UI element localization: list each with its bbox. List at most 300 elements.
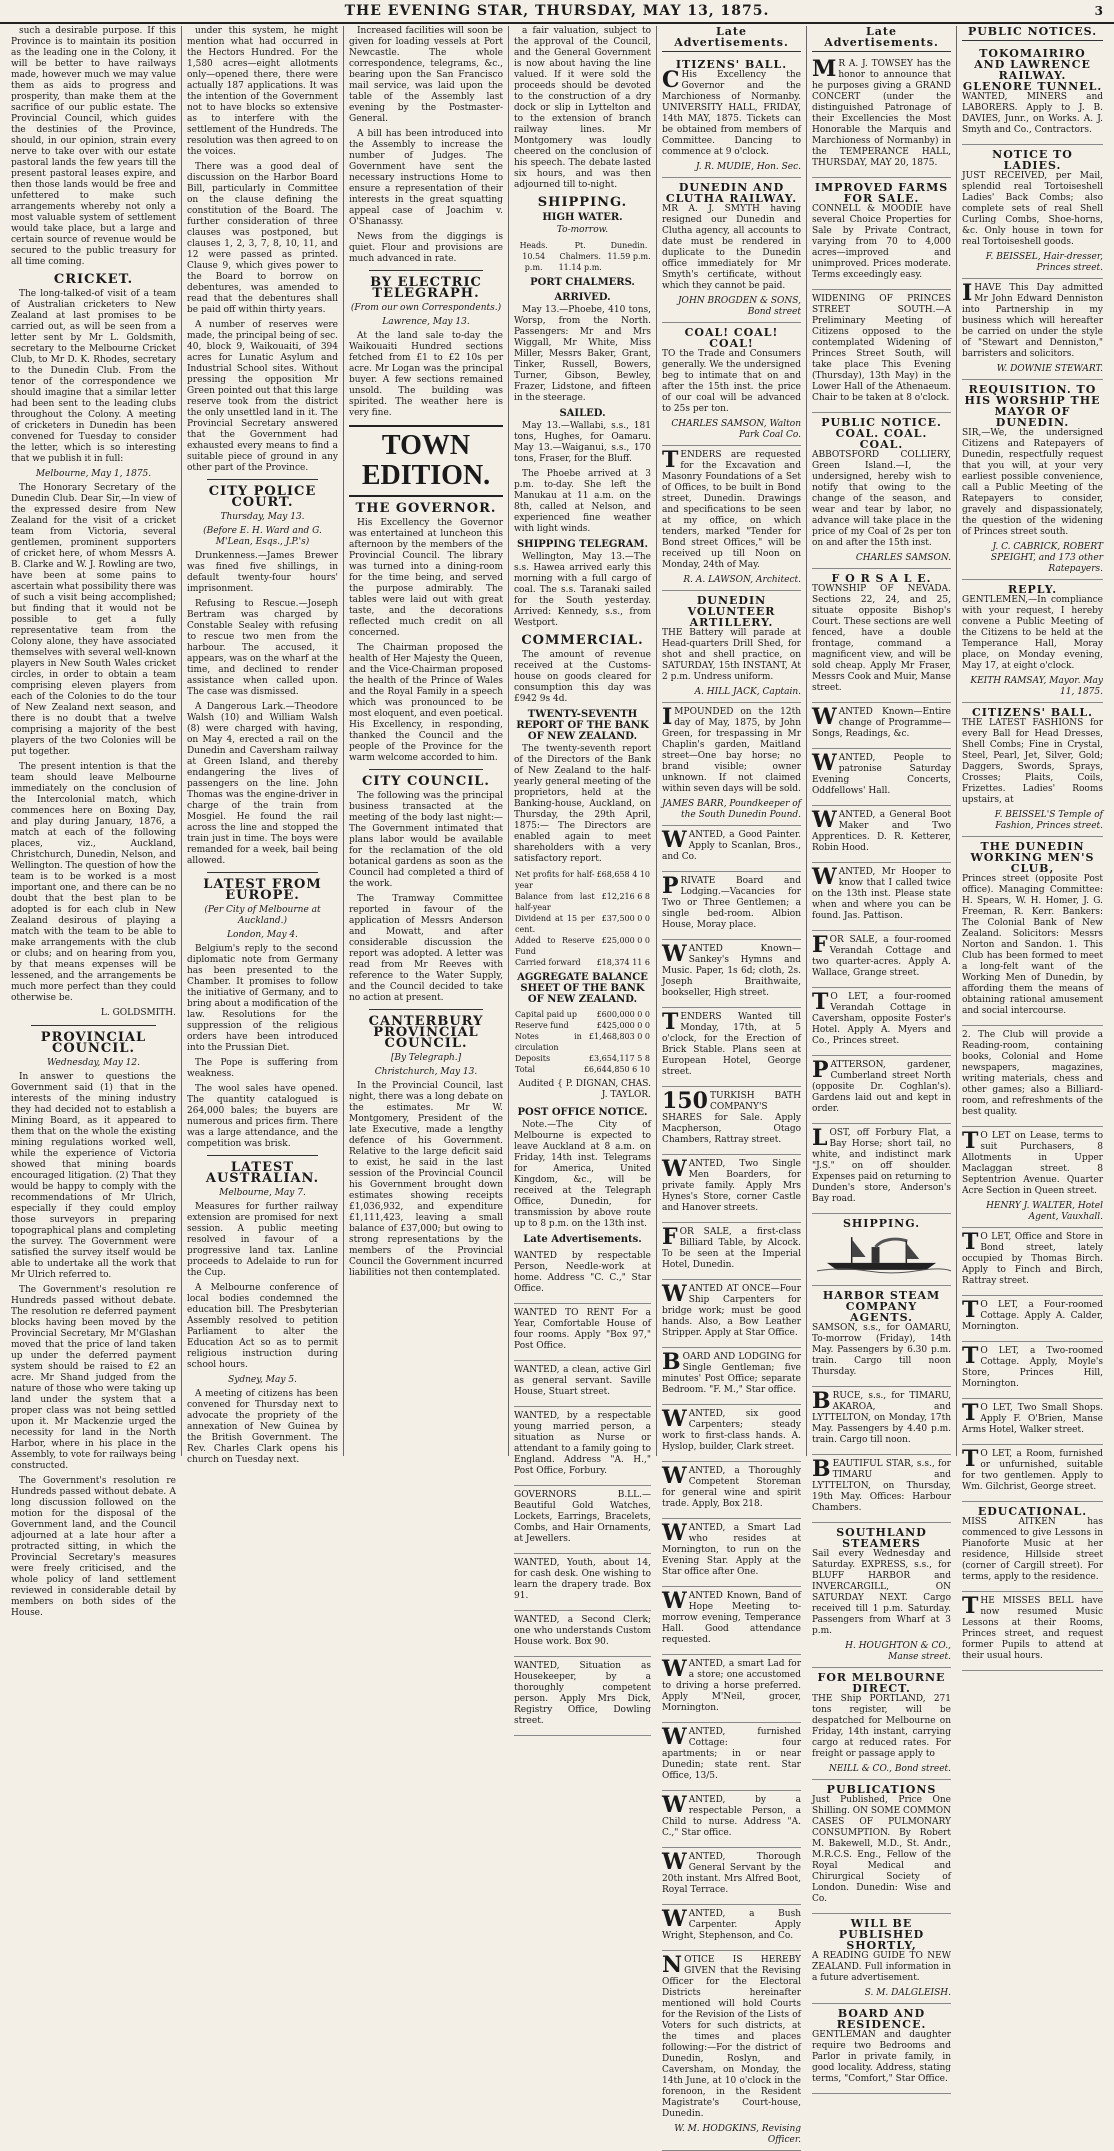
ad-body: TO the Trade and Consumers generally. We the undersigned beg to intimate that on and after the 15th inst. the price of our coal will be advanced to 25s per ton. xyxy=(662,349,801,414)
drop-cap: M xyxy=(812,56,837,82)
ad-body: WANTED, a Second Clerk; one who understands Custom House work. Box 90. xyxy=(514,1615,651,1647)
late-ads-heading: Late Advertisements. xyxy=(523,1234,642,1245)
classified-ad xyxy=(662,1087,801,1155)
classified-ad xyxy=(662,1791,801,1848)
drop-cap: W xyxy=(662,1406,687,1432)
divider xyxy=(369,1009,483,1010)
article-paragraph: At the land sale to-day the Waikouaiti Hundred sections fetched from £1 to £2 10s per acre. Mr Logan was the principal buyer. A few sections remained unsold. The building was spirited. The weather here is very fine. xyxy=(349,331,503,418)
table-row xyxy=(514,1020,651,1031)
drop-cap: W xyxy=(662,941,687,967)
ad-body: WANTED, a Bush Carpenter. Apply Wright, Stephenson, and Co. xyxy=(662,1906,801,1941)
ad-signature: S. M. DALGLEISH. xyxy=(864,1988,951,1998)
row-label: Dividend at 15 per cent. xyxy=(515,914,595,934)
bench: (Before E. H. Ward and G. M'Lean, Esqs., J.P.'s) xyxy=(203,526,322,547)
port-label: PORT CHALMERS. xyxy=(530,277,635,288)
ad-body: SAMSON, s.s., for OAMARU, To-morrow (Friday), 14th May. Passengers by 6.30 p.m. train. Cargo till noon Thursday. xyxy=(812,1323,951,1377)
classified-ad xyxy=(662,1223,801,1280)
classified-ad xyxy=(812,1286,951,1387)
ad-signature: J. C. CABRICK, ROBERT SPEIGHT, and 173 other Ratepayers. xyxy=(990,542,1103,574)
ad-body: GOVERNORS B.LL.—Beautiful Gold Watches, Lockets, Earrings, Bracelets, Combs, and Hair Ornaments, at Jewellers. xyxy=(514,1490,651,1544)
tide-table xyxy=(514,240,651,273)
classified-ad xyxy=(662,591,801,703)
divider xyxy=(31,1025,156,1026)
drop-cap: T xyxy=(662,447,679,473)
ad-body: WANTED, a Good Painter. Apply to Scanlan, Bros., and Co. xyxy=(662,827,801,862)
ad-body: BOARD AND LODGING for Single Gentleman; five minutes' Post Office; separate Bedroom. "F. M.," Star office. xyxy=(662,1349,801,1395)
column-title: Late Advertisements. xyxy=(812,26,951,52)
classified-ad xyxy=(962,703,1103,837)
ads-list xyxy=(662,55,801,2151)
classified-ad xyxy=(962,1342,1103,1399)
classified-ad xyxy=(514,1486,651,1554)
article-paragraph: The present intention is that the team should leave Melbourne immediately on the conclusion of the Intercolonial match, which commences here on Boxing Day, and play during January, 1876, a match at each of the following places, viz., Auckland, Christchurch, Dunedin, Nelson, and Wellington. The question of how the team is to be worked is a most important one, and there can be no doubt that the best plan to be adopted is for each club in New Zealand desirous of playing a match with the team to be able to make arrangements with the club or clubs; and on hearing from you, by that means expenses will be lessened, and the arrangements be much more perfect than they could otherwise be. xyxy=(11,762,176,1003)
ad-body: PRIVATE Board and Lodging.—Vacancies for Two or Three Gentlemen; a single bed-room. Albion House, Moray place. xyxy=(662,873,801,930)
ad-heading: IMPROVED FARMS FOR SALE. xyxy=(814,181,949,205)
ad-body: WANTED, a General Boot Maker and Two Apprentices. D. R. Ketterer, Robin Hood. xyxy=(812,807,951,853)
table-row xyxy=(514,1053,651,1064)
article-paragraph: such a desirable purpose. If this Province is to maintain its position as the leading one in the Colony, it will be better to have railways made, however much we may value them as aids to progress and prosperity, than make them at the sacrifice of our public estate. The Provincial Council, which guides the destinies of the Province, should, in our opinion, strain every nerve to take over with our estate pastoral lands the few years till the present pastoral leases expire, and then those lands would be free and unfettered to make such arrangements whereby not only a most valuable system of settlement would take place, but a large and certain source of revenue would be secured to the public treasury for all time coming. xyxy=(11,26,176,267)
ad-body: WANTED, a Smart Lad who resides at Mornington, to run on the Evening Star. Apply at the Star office after One. xyxy=(662,1520,801,1577)
ad-heading: SOUTHLAND STEAMERS xyxy=(836,1526,927,1550)
ad-heading: BOARD AND RESIDENCE. xyxy=(836,2007,927,2031)
drop-cap: C xyxy=(662,67,680,93)
post-office-heading: POST OFFICE NOTICE. xyxy=(517,1107,648,1118)
row-label: Net profits for half-year xyxy=(515,870,595,890)
classified-ad xyxy=(962,1026,1103,1127)
ad-signature: R. A. LAWSON, Architect. xyxy=(683,575,801,585)
ad-body: MISS AITKEN has commenced to give Lessons in Pianoforte Music at her residence, Hillside street (corner of Cargill street). For terms, apply to the residence. xyxy=(962,1517,1103,1582)
drop-cap: W xyxy=(812,750,837,776)
classified-ad xyxy=(662,446,801,591)
ad-body: TENDERS Wanted till Monday, 17th, at 5 o'clock, for the Erection of Brick Stable. Plans seen at European Hotel, George street. xyxy=(662,1009,801,1077)
article-paragraph: His Excellency the Governor was entertained at luncheon this afternoon by the members of the Provincial Council. The library was turned into a dining-room for the time being, and served the purpose admirably. The tables were laid out with great taste, and the decorations reflected much credit on all concerned. xyxy=(349,518,503,638)
ad-heading: EDUCATIONAL. xyxy=(977,1505,1088,1518)
ad-body: 150 TURKISH BATH COMPANY'S SHARES for Sale. Apply Macpherson, Otago Chambers, Rattray street. xyxy=(662,1088,801,1145)
classified-ad xyxy=(962,1445,1103,1502)
ad-signature: JAMES BARR, Poundkeeper of the South Dunedin Pound. xyxy=(662,799,801,820)
ad-heading: DUNEDIN AND CLUTHA RAILWAY. xyxy=(665,181,798,205)
ad-body: WANTED, by a respectable Person, a Child to nurse. Address "A. C.," Star office. xyxy=(662,1792,801,1838)
ad-heading: DUNEDIN VOLUNTEER ARTILLERY. xyxy=(687,594,776,629)
late-ads-list xyxy=(514,1247,651,1736)
classified-ad xyxy=(662,703,801,826)
classified-ad xyxy=(812,1214,951,1286)
ad-body: NOTICE IS HEREBY GIVEN that the Revising Officer for the Electoral Districts hereinafter mentioned will hold Courts for the Revision of the Lists of Voters for such districts, at the times and places following:—For the district of Dunedin, Roslyn, and Caversham, on Monday, the 14th June, at 10 o'clock in the forenoon, in the Resident Magistrate's Court-house, Dunedin. xyxy=(662,1952,801,2119)
article-paragraph: A Melbourne conference of local bodies condemned the education bill. The Presbyterian Assembly resolved to petition Parliament to alter the Education Act so as to permit religious instruction during school hours. xyxy=(187,1283,338,1370)
sailed-label: SAILED. xyxy=(559,408,606,419)
classified-ad xyxy=(812,1124,951,1214)
canterbury-heading: CANTERBURY PROVINCIAL COUNCIL. xyxy=(368,1014,484,1051)
ad-body: T O LET, a Room, furnished or unfurnished, suitable for two gentlemen. Apply to Wm. Gilchrist, George street. xyxy=(962,1446,1103,1492)
article-paragraph: The Government's resolution re Hundreds passed without debate. The resolution re deferred payment blocks having been moved by the Provincial Secretary, Mr M'Glashan moved that the price of land taken up under the deferred payment system should be raised to £2 an acre. Mr Shand judged from the nature of those who were taking up land under the system that a proper class was not being settled upon it. Mr Mackenzie urged the necessity for land in the North Harbor, where in his place in the Assembly, to vote for railways being constructed. xyxy=(11,1285,176,1471)
ad-body: WANTED, Situation as Housekeeper, by a thoroughly competent person. Apply Mrs Dick, Registry Office, Dowling street. xyxy=(514,1661,651,1726)
ad-body: WANTED TO RENT For a Year, Comfortable House of four rooms. Apply "Box 97," Post Office. xyxy=(514,1308,651,1351)
classified-ad xyxy=(962,380,1103,580)
ad-body: BRUCE, s.s., for TIMARU, AKAROA, and LYTTELTON, on Monday, 17th May. Passengers by 4.40 p.m. train. Cargo till noon. xyxy=(812,1388,951,1445)
ad-heading: COAL! COAL! COAL! xyxy=(684,326,779,350)
column-2 xyxy=(182,26,344,1465)
drop-cap: W xyxy=(662,1656,687,1682)
classified-ad xyxy=(662,1587,801,1655)
drop-cap: W xyxy=(662,1724,687,1750)
ad-body: PATTERSON, gardener, Cumberland street North (opposite Dr. Coghlan's). Gardens laid out and kept in order. xyxy=(812,1057,951,1114)
classified-ad xyxy=(812,2004,951,2094)
ad-body: TOWNSHIP OF NEVADA. Sections 22, 24, and 25, situate opposite Bishop's Court. These sections are well fenced, have a double frontage, command a magnificent view, and will be sold cheap. Apply Mr Fraser, Messrs Cook and Muir, Manse street. xyxy=(812,584,951,693)
source-line: (Per City of Melbourne at Auckland.) xyxy=(204,905,321,926)
ad-signature: NEILL & CO., Bond street. xyxy=(828,1764,951,1774)
row-label: Capital paid up xyxy=(515,1010,578,1019)
column-4 xyxy=(509,26,657,1726)
drop-cap: P xyxy=(662,873,679,899)
shipping-paragraph: The Phoebe arrived at 3 p.m. to-day. She left the Manukau at 11 a.m. on the 8th, called at Nelson, and experienced fine weather with light winds. xyxy=(514,469,651,534)
drop-cap: W xyxy=(662,827,687,853)
ad-body: IHAVE This Day admitted Mr John Edward Denniston into Partnership in my business which will hereafter be carried on under the style of "Stewart and Denniston," barristers and solicitors. xyxy=(962,280,1103,359)
drop-cap: T xyxy=(962,1343,979,1369)
steamship-icon xyxy=(812,1233,951,1273)
ad-body: IMPOUNDED on the 12th day of May, 1875, by John Green, for trespassing in Mr Chaplin's garden, Maitland street—One bay horse; no brand visible; owner unknown. If not claimed within seven days will be sold. xyxy=(662,704,801,794)
ad-body: WANTED Known, Band of Hope Meeting to-morrow evening, Temperance Hall. Good attendance requested. xyxy=(662,1588,801,1645)
classified-ad xyxy=(812,1387,951,1455)
ad-heading: ITIZENS' BALL. xyxy=(675,58,788,71)
classified-ad xyxy=(514,1554,651,1611)
ad-body: WANTED, furnished Cottage: four apartments; in or near Dunedin; state rent. Star Office, 13/5. xyxy=(662,1724,801,1781)
ad-body: A READING GUIDE TO NEW ZEALAND. Full information in a future advertisement. xyxy=(812,1951,951,1983)
ad-body: T O LET, a Four-roomed Cottage. Apply A. Calder, Mornington. xyxy=(962,1297,1103,1332)
ad-body: WANTED Known—Sankey's Hymns and Music. Paper, 1s 6d; cloth, 2s. Joseph Braithwaite, bookseller, High street. xyxy=(662,941,801,998)
row-label: Deposits xyxy=(515,1054,551,1063)
ad-body: WIDENING OF PRINCES STREET SOUTH.—A Preliminary Meeting of Citizens opposed to the contemplated Widening of Princes Street South, will take place This Evening (Thursday), 13th May) in the Lower Hall of the Athenaeum. Chair to be taken at 8 o'clock. xyxy=(812,294,951,403)
classified-ad xyxy=(812,1056,951,1124)
ad-body: SIR,—We, the undersigned Citizens and Ratepayers of Dunedin, respectfully request that you will, at your very earliest possible convenience, call a Public Meeting of the Ratepayers to consider, gravely and dispassionately, the question of the widening of Princes street south. xyxy=(962,428,1103,537)
column-5 xyxy=(657,25,807,2145)
ad-heading: HARBOR STEAM COMPANY AGENTS. xyxy=(822,1289,941,1324)
ad-heading: F O R S A L E. xyxy=(831,572,932,585)
shipping-heading: SHIPPING. xyxy=(537,195,628,210)
ad-body: FOR SALE, a four-roomed Verandah Cottage and two quarter-acres. Apply A. Wallace, Grange street. xyxy=(812,932,951,978)
row-amount: £1,468,803 0 0 xyxy=(588,1032,650,1041)
ad-heading: NOTICE TO LADIES. xyxy=(992,148,1073,172)
classified-ad xyxy=(514,1611,651,1657)
classified-ad xyxy=(662,1462,801,1519)
row-amount: £3,654,117 5 8 xyxy=(588,1054,650,1063)
drop-cap: T xyxy=(962,1297,979,1323)
classified-ad xyxy=(662,178,801,323)
row-label: Carried forward xyxy=(515,958,581,967)
row-amount: £600,000 0 0 xyxy=(596,1010,650,1019)
row-label: Reserve fund xyxy=(515,1021,569,1030)
drop-cap: T xyxy=(962,1593,979,1619)
classified-ad xyxy=(812,1455,951,1523)
ads-list xyxy=(962,44,1103,1671)
classified-ad xyxy=(812,413,951,569)
article-paragraph: a fair valuation, subject to the approval of the Council, and the General Government is now about having the line valued. If it were sold the proceeds should be devoted to the construction of a dry dock or slip in Lyttelton and to the extension of branch railway lines. Mr Montgomery was loudly cheered on the conclusion of his speech. The debate lasted six hours, and was then adjourned till to-night. xyxy=(514,26,651,190)
ad-body: WANTED, a Thoroughly Competent Storeman for general wine and spirit trade. Apply, Box 218. xyxy=(662,1463,801,1509)
ad-heading: PUBLICATIONS xyxy=(826,1783,937,1796)
dateline: Melbourne, May 1, 1875. xyxy=(35,469,152,479)
drop-cap: N xyxy=(662,1952,683,1978)
classified-ad xyxy=(662,1155,801,1223)
page-number: 3 xyxy=(1094,4,1104,18)
classified-ad xyxy=(514,1361,651,1407)
shipping-paragraph: Wellington, May 13.—The s.s. Hawea arrived early this morning with a full cargo of coal. The s.s. Taranaki sailed for the South yesterday. Arrived: Kennedy, s.s., from Westport. xyxy=(514,552,651,628)
classified-ad xyxy=(812,1780,951,1914)
ad-body: CONNELL & MOODIE have several Choice Properties for Sale by Private Contract, varying from 70 to 4,000 acres—improved and unimproved. Prices moderate. Terms exceedingly easy. xyxy=(812,204,951,280)
table-row xyxy=(514,1031,651,1053)
ad-body: ABBOTSFORD COLLIERY, Green Island.—I, the undersigned, hereby wish to notify that owing to the change of the season, and wear and tear by labor, no advance will take place in the price of my Coal of 2s per ton on and after the 15th inst. xyxy=(812,450,951,548)
ad-signature: W. DOWNIE STEWART. xyxy=(996,364,1103,374)
classified-ad xyxy=(812,931,951,988)
ad-signature: HENRY J. WALTER, Hotel Agent, Vauxhall. xyxy=(986,1201,1103,1222)
ad-body: T O LET, Two Small Shops. Apply F. O'Brien, Manse Arms Hotel, Walker street. xyxy=(962,1400,1103,1435)
shipping-paragraph: May 13.—Phoebe, 410 tons, Worsp, from the North. Passengers: Mr and Mrs Wiggall, Mr White, Miss Miller, Messrs Baker, Grant, Tinker, Russell, Bowers, Turner, Gibson, Bewley, Frazer, Lidstone, and fifteen in the steerage. xyxy=(514,305,651,403)
ad-body: C His Excellency the Governor and the Marchioness of Normanby. UNIVERSITY HALL, FRIDAY, 14th MAY, 1875. Tickets can be obtained from members of Committee. Dancing to commence at 9 o'clock. xyxy=(662,67,801,157)
article-paragraph: The Government's resolution re Hundreds passed without debate. A long discussion followed on the motion for the disposal of the Government land, and the Council adjourned at a late hour after a protracted sitting, in which the Provincial Secretary's measures were freely criticised, and the whole policy of land settlement reviewed in considerable detail by members on both sides of the House. xyxy=(11,1476,176,1618)
ad-heading: REPLY. xyxy=(1007,583,1058,596)
dateline: London, May 4. xyxy=(226,930,298,940)
drop-cap: T xyxy=(812,989,829,1015)
drop-cap: W xyxy=(662,1588,687,1614)
telegraph-heading: BY ELECTRIC TELEGRAPH. xyxy=(370,275,482,301)
drop-cap: W xyxy=(812,807,837,833)
ad-body: T O LET, a Two-roomed Cottage. Apply, Moyle's Store, Princes Hill, Mornington. xyxy=(962,1343,1103,1389)
dateline: Christchurch, May 13. xyxy=(374,1067,478,1077)
drop-cap: T xyxy=(962,1229,979,1255)
column-title: Late Advertisements. xyxy=(662,26,801,52)
article-paragraph: The amount of revenue received at the Customs-house on goods cleared for consumption this day was £942 9s 4d. xyxy=(514,650,651,704)
balance-heading: AGGREGATE BALANCE SHEET OF THE BANK OF NEW ZEALAND. xyxy=(517,972,648,1005)
classified-ad xyxy=(662,55,801,178)
ad-body: WANTED, a clean, active Girl as general servant. Saville House, Stuart street. xyxy=(514,1365,651,1397)
article-paragraph: In answer to questions the Government said (1) that in the interests of the mining industry they had decided not to establish a Mining Board, as it appeared to them that on the whole the existing mining regulations worked well, while the experience of Victoria showed that mining boards encouraged litigation. (2) That they would be happy to comply with the recommendations of Mr Ulrich, especially if they could employ those surveyors in preparing topographical plans and completing the survey. The Government were satisfied the survey itself would be able to undertake all the work that Mr Ulrich referred to. xyxy=(11,1072,176,1280)
ad-body: Sail every Wednesday and Saturday. EXPRESS, s.s., for BLUFF HARBOR and INVERCARGILL, ON SATURDAY NEXT. Cargo received till 1 p.m. Saturday. Passengers from Wharf at 3 p.m. xyxy=(812,1549,951,1636)
classified-ad xyxy=(812,1914,951,2004)
ad-heading: SHIPPING. xyxy=(842,1217,921,1230)
drop-cap: T xyxy=(962,1446,979,1472)
ad-signature: CHARLES SAMSON. xyxy=(855,553,951,563)
column-7 xyxy=(957,25,1108,1661)
drop-cap: W xyxy=(812,704,837,730)
ad-heading: WILL BE PUBLISHED SHORTLY, xyxy=(838,1917,925,1952)
ad-body: TENDERS are requested for the Excavation and Masonry Foundations of a Set of Offices, to be built in Bond street, Dunedin. Drawings and specifications to be seen at my office, on which tenders, marked "Tender for Bond street Offices," will be received up till Noon on Monday, 24th of May. xyxy=(662,447,801,570)
drop-cap: T xyxy=(962,1128,979,1154)
ad-signature: A. HILL JACK, Captain. xyxy=(694,687,801,697)
ad-heading: CITIZENS' BALL. xyxy=(972,706,1093,719)
classified-ad xyxy=(962,44,1103,145)
ad-body: WANTED, Thorough General Servant by the 20th instant. Mrs Alfred Boot, Royal Terrace. xyxy=(662,1849,801,1895)
row-amount: £12,216 6 8 xyxy=(601,892,650,901)
column-3 xyxy=(344,26,509,1456)
article-paragraph: The twenty-seventh report of the Directors of the Bank of New Zealand to the half-yearly general meeting of the proprietors, held at the Banking-house, Auckland, on Thursday, the 29th April, 1875:— The Directors are enabled again to meet shareholders with a very satisfactory report. xyxy=(514,744,651,864)
arrived-label: ARRIVED. xyxy=(554,292,611,303)
classified-ad xyxy=(962,1296,1103,1342)
ad-body: T O LET, Office and Store in Bond street, lately occupied by Thomas Birch. Apply to Finch and Birch, Rattray street. xyxy=(962,1229,1103,1286)
table-row xyxy=(514,913,651,935)
column-title: PUBLIC NOTICES. xyxy=(962,26,1103,41)
drop-cap: W xyxy=(662,1849,687,1875)
masthead xyxy=(0,0,1114,24)
classified-ad xyxy=(812,290,951,413)
ad-body: THE LATEST FASHIONS for every Ball for Head Dresses, Shell Combs; Fine in Crystal, Steel, Pearl, Jet, Silver, Gold; Daggers, Swords, Sprays, Crosses; Plaits, Coils, Frizettes. Ladies' Rooms upstairs, at xyxy=(962,718,1103,805)
drop-cap: F xyxy=(662,1224,678,1250)
classified-ad xyxy=(812,988,951,1056)
classified-ad xyxy=(962,1228,1103,1296)
article-paragraph: The following was the principal business transacted at the meeting of the body last night:— The Government intimated that plans labor would be available for the reclamation of the old botanical gardens as soon as the Council had completed a third of the work. xyxy=(349,791,503,889)
classified-ad xyxy=(662,1848,801,1905)
bank-heading: TWENTY-SEVENTH REPORT OF THE BANK OF NEW ZEALAND. xyxy=(516,709,649,742)
profit-table xyxy=(514,869,651,968)
article-paragraph: In the Provincial Council, last night, there was a long debate on the estimates. Mr W. Montgomery, President of the late Executive, made a lengthy defence of his Government. Relative to the large deficit said to exist, he said in the last session of the Provincial Council his Government brought down estimates showing receipts £1,036,932, and expenditure £1,111,423, leaving a small balance of £37,000; but owing to strong representations by the members of the Provincial Council the Government incurred liabilities not then contemplated. xyxy=(349,1081,503,1278)
table-row xyxy=(514,935,651,957)
drop-cap: T xyxy=(662,1009,679,1035)
ad-heading: PUBLIC NOTICE. COAL. COAL. COAL. xyxy=(821,416,942,451)
town-edition-banner: TOWN EDITION. xyxy=(349,425,503,497)
classified-ad xyxy=(662,1280,801,1348)
columns xyxy=(6,25,1108,2145)
high-water-label: HIGH WATER. xyxy=(542,212,623,223)
classified-ad xyxy=(812,569,951,703)
row-label: Added to Reserve Fund xyxy=(515,936,595,956)
divider xyxy=(369,769,483,770)
row-amount: £37,500 0 0 xyxy=(601,914,650,923)
classified-ad xyxy=(962,837,1103,1026)
ad-heading: REQUISITION. TO HIS WORSHIP THE MAYOR OF DUNEDIN. xyxy=(964,383,1101,429)
ad-body: Just Published, Price One Shilling. ON SOME COMMON CASES OF PULMONARY CONSUMPTION. By Robert M. Bakewell, M.D., St. Andr., M.R.C.S. Eng., Fellow of the Royal Medical and Chirurgical Society of London. Dunedin: Wise and Co. xyxy=(812,1795,952,1904)
ad-signature: CHARLES SAMSON, Walton Park Coal Co. xyxy=(671,419,801,440)
classified-ad xyxy=(662,940,801,1008)
classified-ad xyxy=(962,1592,1103,1671)
classified-ad xyxy=(662,1655,801,1723)
classified-ad xyxy=(812,1668,951,1780)
classified-ad xyxy=(514,1304,651,1361)
telegram-heading: SHIPPING TELEGRAM. xyxy=(516,539,649,550)
source-line: (From our own Correspondents.) xyxy=(350,303,502,313)
ad-body: T O LET on Lease, terms to suit Purchasers, 8 Allotments in Upper Maclaggan street. 8 Septentrion Avenue. Quarter Acre Section in Queen street. xyxy=(962,1128,1103,1196)
divider xyxy=(207,872,318,873)
article-paragraph: The Chairman proposed the health of Her Majesty the Queen, and the Vice-Chairman proposed the health of the Prince of Wales and the Royal Family in a speech which was pronounced to be most eloquent, and even poetical. His Excellency, in responding, thanked the Council and the people of the Province for the warm welcome accorded to him. xyxy=(349,643,504,763)
article-paragraph: Measures for further railway extension are promised for next session. A public meeting resolved in favour of a progressive land tax. Lanline proceeds to Adelaide to run for the Cup. xyxy=(187,1202,338,1278)
article-paragraph: under this system, he might mention what had occurred in the Hectors Hundred. For the 1,580 acres—eight allotments only—opened there, there were actually 187 applications. It was the intention of the Government not to have blocks so extensive as to interfere with the settlement of the Hundreds. The resolution was then agreed to on the voices. xyxy=(187,26,338,157)
article-paragraph: Drunkenness.—James Brewer was fined five shillings, in default twenty-four hours' imprisonment. xyxy=(187,551,338,594)
article-paragraph: Refusing to Rescue.—Joseph Bertram was charged by Constable Sealey with refusing to rescue two men from the harbour. The accused, it appears, was on the wharf at the time, and declined to render assistance when called upon. The case was dismissed. xyxy=(187,599,338,697)
ad-body: GENTLEMEN,—In compliance with your request, I hereby convene a Public Meeting of the Citizens to be held at the Temperance Hall, Moray place, on Monday evening, May 17, at eight o'clock. xyxy=(962,595,1103,671)
article-paragraph: The Honorary Secretary of the Dunedin Club. Dear Sir,—In view of the expressed desire from New Zealand for the visit of a cricket team from Victoria, several gentlemen, prominent supporters of cricket here, of whom Messrs A. B. Clarke and W. J. Rowling are two, have been at some pains to ascertain what possibility there was of such a visit being accomplished; but finding that it would not be possible to get a fully representative team from the Colony alone, they have associated themselves with several well-known players in New South Wales cricket circles, in order to obtain a team comprising eleven players from each of the Colonies to do the tour of New Zealand next season, and there is no doubt that a twelve comprising a majority of the best players of the two Colonies will be put together. xyxy=(11,483,176,757)
ad-body: WANTED, MINERS and LABORERS. Apply to J. B. DAVIES, Junr., on Works. A. J. Smyth and Co., Contractors. xyxy=(962,92,1103,135)
ad-body: MR A. J. SMYTH having resigned our Dunedin and Clutha agency, all accounts to date must be rendered in duplicate to the Dunedin office immediately for Mr Smyth's certificate, without which they cannot be paid. xyxy=(662,204,801,291)
classified-ad xyxy=(962,580,1103,703)
ad-body: WANTED by respectable Person, Needle-work at home. Address "C. C.," Star Office. xyxy=(514,1251,651,1294)
article-paragraph: News from the diggings is quiet. Flour and provisions are much advanced in rate. xyxy=(349,232,503,264)
drop-cap: B xyxy=(812,1456,831,1482)
classified-ad xyxy=(662,1405,801,1462)
classified-ad xyxy=(812,178,951,290)
drop-cap: B xyxy=(662,1349,681,1375)
classified-ad xyxy=(812,703,951,749)
classified-ad xyxy=(514,1657,651,1736)
ad-body: WANTED AT ONCE—Four Ship Carpenters for bridge work; must be good hands. Also, a Bow Leather Stripper. Apply at Star Office. xyxy=(662,1281,801,1338)
ad-signature: J. R. MUDIE, Hon. Sec. xyxy=(695,162,801,172)
classified-ad xyxy=(662,1951,801,2151)
dateline: Lawrence, May 13. xyxy=(382,317,470,327)
table-row xyxy=(514,1064,651,1075)
classified-ad xyxy=(962,145,1103,279)
drop-cap: W xyxy=(662,1906,687,1932)
ad-body: THE MISSES BELL have now resumed Music Lessons at their Rooms, Princes street, and request former Pupils to attend at their usual hours. xyxy=(962,1593,1103,1661)
ad-heading: TOKOMAIRIRO AND LAWRENCE RAILWAY. GLENORE TUNNEL. xyxy=(962,47,1103,93)
ad-body: WANTED, People to patronise Saturday Evening Concerts, Oddfellows' Hall. xyxy=(812,750,951,796)
drop-cap: W xyxy=(662,1281,687,1307)
ad-heading: FOR MELBOURNE DIRECT. xyxy=(817,1671,946,1695)
dateline: Thursday, May 13. xyxy=(220,512,305,522)
classified-ad xyxy=(514,1247,651,1304)
column-6 xyxy=(807,25,957,2084)
ads-list xyxy=(812,55,951,2094)
drop-cap: W xyxy=(662,1520,687,1546)
article-paragraph: The Tramway Committee reported in favour of the application of Messrs Anderson and Mowatt, and after considerable discussion the report was adopted. A letter was read from Mr Reeves with reference to the Water Supply, and the Council decided to take no action at present. xyxy=(349,894,503,1003)
ad-body: T O LET, a four-roomed Verandah Cottage in Caversham, opposite Foster's Hotel. Apply A. Myers and Co., Princes street. xyxy=(812,989,951,1046)
article-paragraph: Belgium's reply to the second diplomatic note from Germany has been presented to the Chamber. It promises to follow the initiative of Germany, and to bring about a modification of the law. Resolutions for the suppression of the religious orders have been introduced into the Prussian Diet. xyxy=(187,944,338,1053)
classified-ad xyxy=(812,806,951,863)
classified-ad xyxy=(662,1723,801,1791)
balance-table xyxy=(514,1009,651,1075)
signature: L. GOLDSMITH. xyxy=(100,1008,176,1018)
article-paragraph: There was a good deal of discussion on the Harbor Board Bill, particularly in Committee on the clause defining the constitution of the Board. The further consideration of three clauses was postponed, but clauses 1, 2, 3, 7, 8, 10, 11, and 12 were passed as printed. Clause 9, which gives power to the Board to borrow on debentures, was amended to read that the debentures shall be paid off within thirty years. xyxy=(187,162,338,315)
drop-cap: I xyxy=(662,704,673,730)
article-paragraph: Increased facilities will soon be given for loading vessels at Port Newcastle. The whole correspondence, telegrams, &c., bearing upon the San Francisco mail service, was laid upon the table of the Assembly last evening by the Postmaster-General. xyxy=(349,26,503,124)
cricket-heading: CRICKET. xyxy=(53,272,134,287)
australian-heading: LATEST AUSTRALIAN. xyxy=(205,1160,320,1186)
ad-body: 2. The Club will provide a Reading-room, containing books, Colonial and Home newspapers, magazines, writing materials, chess and other games; also a Billiard-room, and refreshments of the best quality. xyxy=(962,1030,1103,1117)
ad-body: WANTED, Two Single Men Boarders, for private family. Apply Mrs Hynes's Store, corner Castle and Hanover streets. xyxy=(662,1156,801,1213)
classified-ad xyxy=(812,863,951,931)
ad-signature: H. HOUGHTON & CO., Manse street. xyxy=(845,1641,951,1662)
article-paragraph: The long-talked-of visit of a team of Australian cricketers to New Zealand at last promises to be carried out, as will be seen from a letter sent by Mr L. Goldsmith, secretary to the Melbourne Cricket Club, to Mr D. K. Rhodes, secretary to the Dunedin Club. From the tenor of the correspondence we should imagine that a similar letter had been sent to the leading clubs throughout the Colony. A meeting of cricketers in Dunedin has been convened for Tuesday to consider the letter, which is so interesting that we publish it in full: xyxy=(11,289,176,464)
ad-body: JUST RECEIVED, per Mail, splendid real Tortoiseshell Ladies' Back Combs; also complete sets of real Shell Curling Combs, Shoe-horns, &c. Only house in town for real Tortoiseshell goods. xyxy=(962,171,1103,247)
article-paragraph: A Dangerous Lark.—Theodore Walsh (10) and William Walsh (8) were charged with having, on May 4, erected a rail on the Dunedin and Caversham railway at Green Island, and thereby endangering the lives of passengers on the line. John Thomas was the engine-driver in charge of the train from Mosgiel. He found the rail across the line and stopped the train just in time. The boys were remanded for a week, bail being allowed. xyxy=(187,702,338,866)
classified-ad xyxy=(962,279,1103,380)
classified-ad xyxy=(662,323,801,446)
ad-body: WANTED, Mr Hooper to know that I called twice on the 13th inst. Please state when and where you can be found. Jas. Pattison. xyxy=(812,864,951,921)
row-amount: £25,000 0 0 xyxy=(601,936,650,945)
article-paragraph: A meeting of citizens has been convened for Thursday next to advocate the propriety of the annexation of New Guinea by the British Government. The Rev. Charles Clark opens his church on Tuesday next. xyxy=(187,1389,338,1465)
ad-body: THE Battery will parade at Head-quarters Drill Shed, for shot and shell practice, on SATURDAY, 15th INSTANT, At 2 p.m. Undress uniform. xyxy=(662,628,801,682)
drop-cap: F xyxy=(812,932,828,958)
row-amount: £6,644,850 6 10 xyxy=(583,1065,650,1074)
dateline: Sydney, May 5. xyxy=(228,1375,297,1385)
ad-body: WANTED Known—Entire change of Programme—Songs, Readings, &c. xyxy=(812,704,951,739)
column-1 xyxy=(6,26,182,1618)
article-paragraph: A bill has been introduced into the Assembly to increase the number of Judges. The Government have sent the necessary instructions Home to ensure a representation of their interests in the great squatting appeal case of Joachim v. O'Shanassy. xyxy=(349,129,503,227)
masthead-title: THE EVENING STAR, THURSDAY, MAY 13, 1875. xyxy=(344,3,770,19)
classified-ad xyxy=(962,1502,1103,1592)
dateline: Melbourne, May 7. xyxy=(219,1188,306,1198)
governor-heading: THE GOVERNOR. xyxy=(355,501,497,516)
ad-signature: F. BEISSEL, Hair-dresser, Princes street. xyxy=(985,252,1103,273)
police-court-heading: CITY POLICE COURT. xyxy=(208,484,317,510)
table-row xyxy=(514,891,651,913)
shipping-paragraph: May 13.—Wallabi, s.s., 181 tons, Hughes, for Oamaru. May 13.—Waiganui, s.s., 170 tons, Fraser, for the Bluff. xyxy=(514,421,651,464)
article-paragraph: The Pope is suffering from weakness. xyxy=(187,1058,338,1079)
tide-dunedin: Dunedin. 11.59 p.m. xyxy=(607,241,651,261)
table-row xyxy=(514,869,651,891)
ad-body: WANTED, by a respectable young married person, a situation as Nurse or attendant to a family going to England. Address "A. H.," Post Office, Forbury. xyxy=(514,1411,651,1476)
drop-cap: W xyxy=(662,1156,687,1182)
ad-body: WANTED, six good Carpenters; steady work to first-class hands. A. Hyslop, builder, Clark street. xyxy=(662,1406,801,1452)
drop-cap: L xyxy=(812,1125,828,1151)
classified-ad xyxy=(812,1523,951,1668)
ad-signature: F. BEISSEL'S Temple of Fashion, Princes street. xyxy=(994,810,1103,831)
ad-body: Princes street (opposite Post office). Managing Committee: H. Spears, W. H. Homer, J. G. Freeman, R. Kerr. Bankers: The Colonial Bank of New Zealand. Solicitors: Messrs Norton and Sandon. 1. This Club has been formed to meet a long-felt want of the Working Men of Dunedin, by affording them the means of obtaining rational amusement and social intercourse. xyxy=(962,874,1103,1016)
tide-port: Pt. Chalmers. 11.14 p.m. xyxy=(558,241,602,272)
